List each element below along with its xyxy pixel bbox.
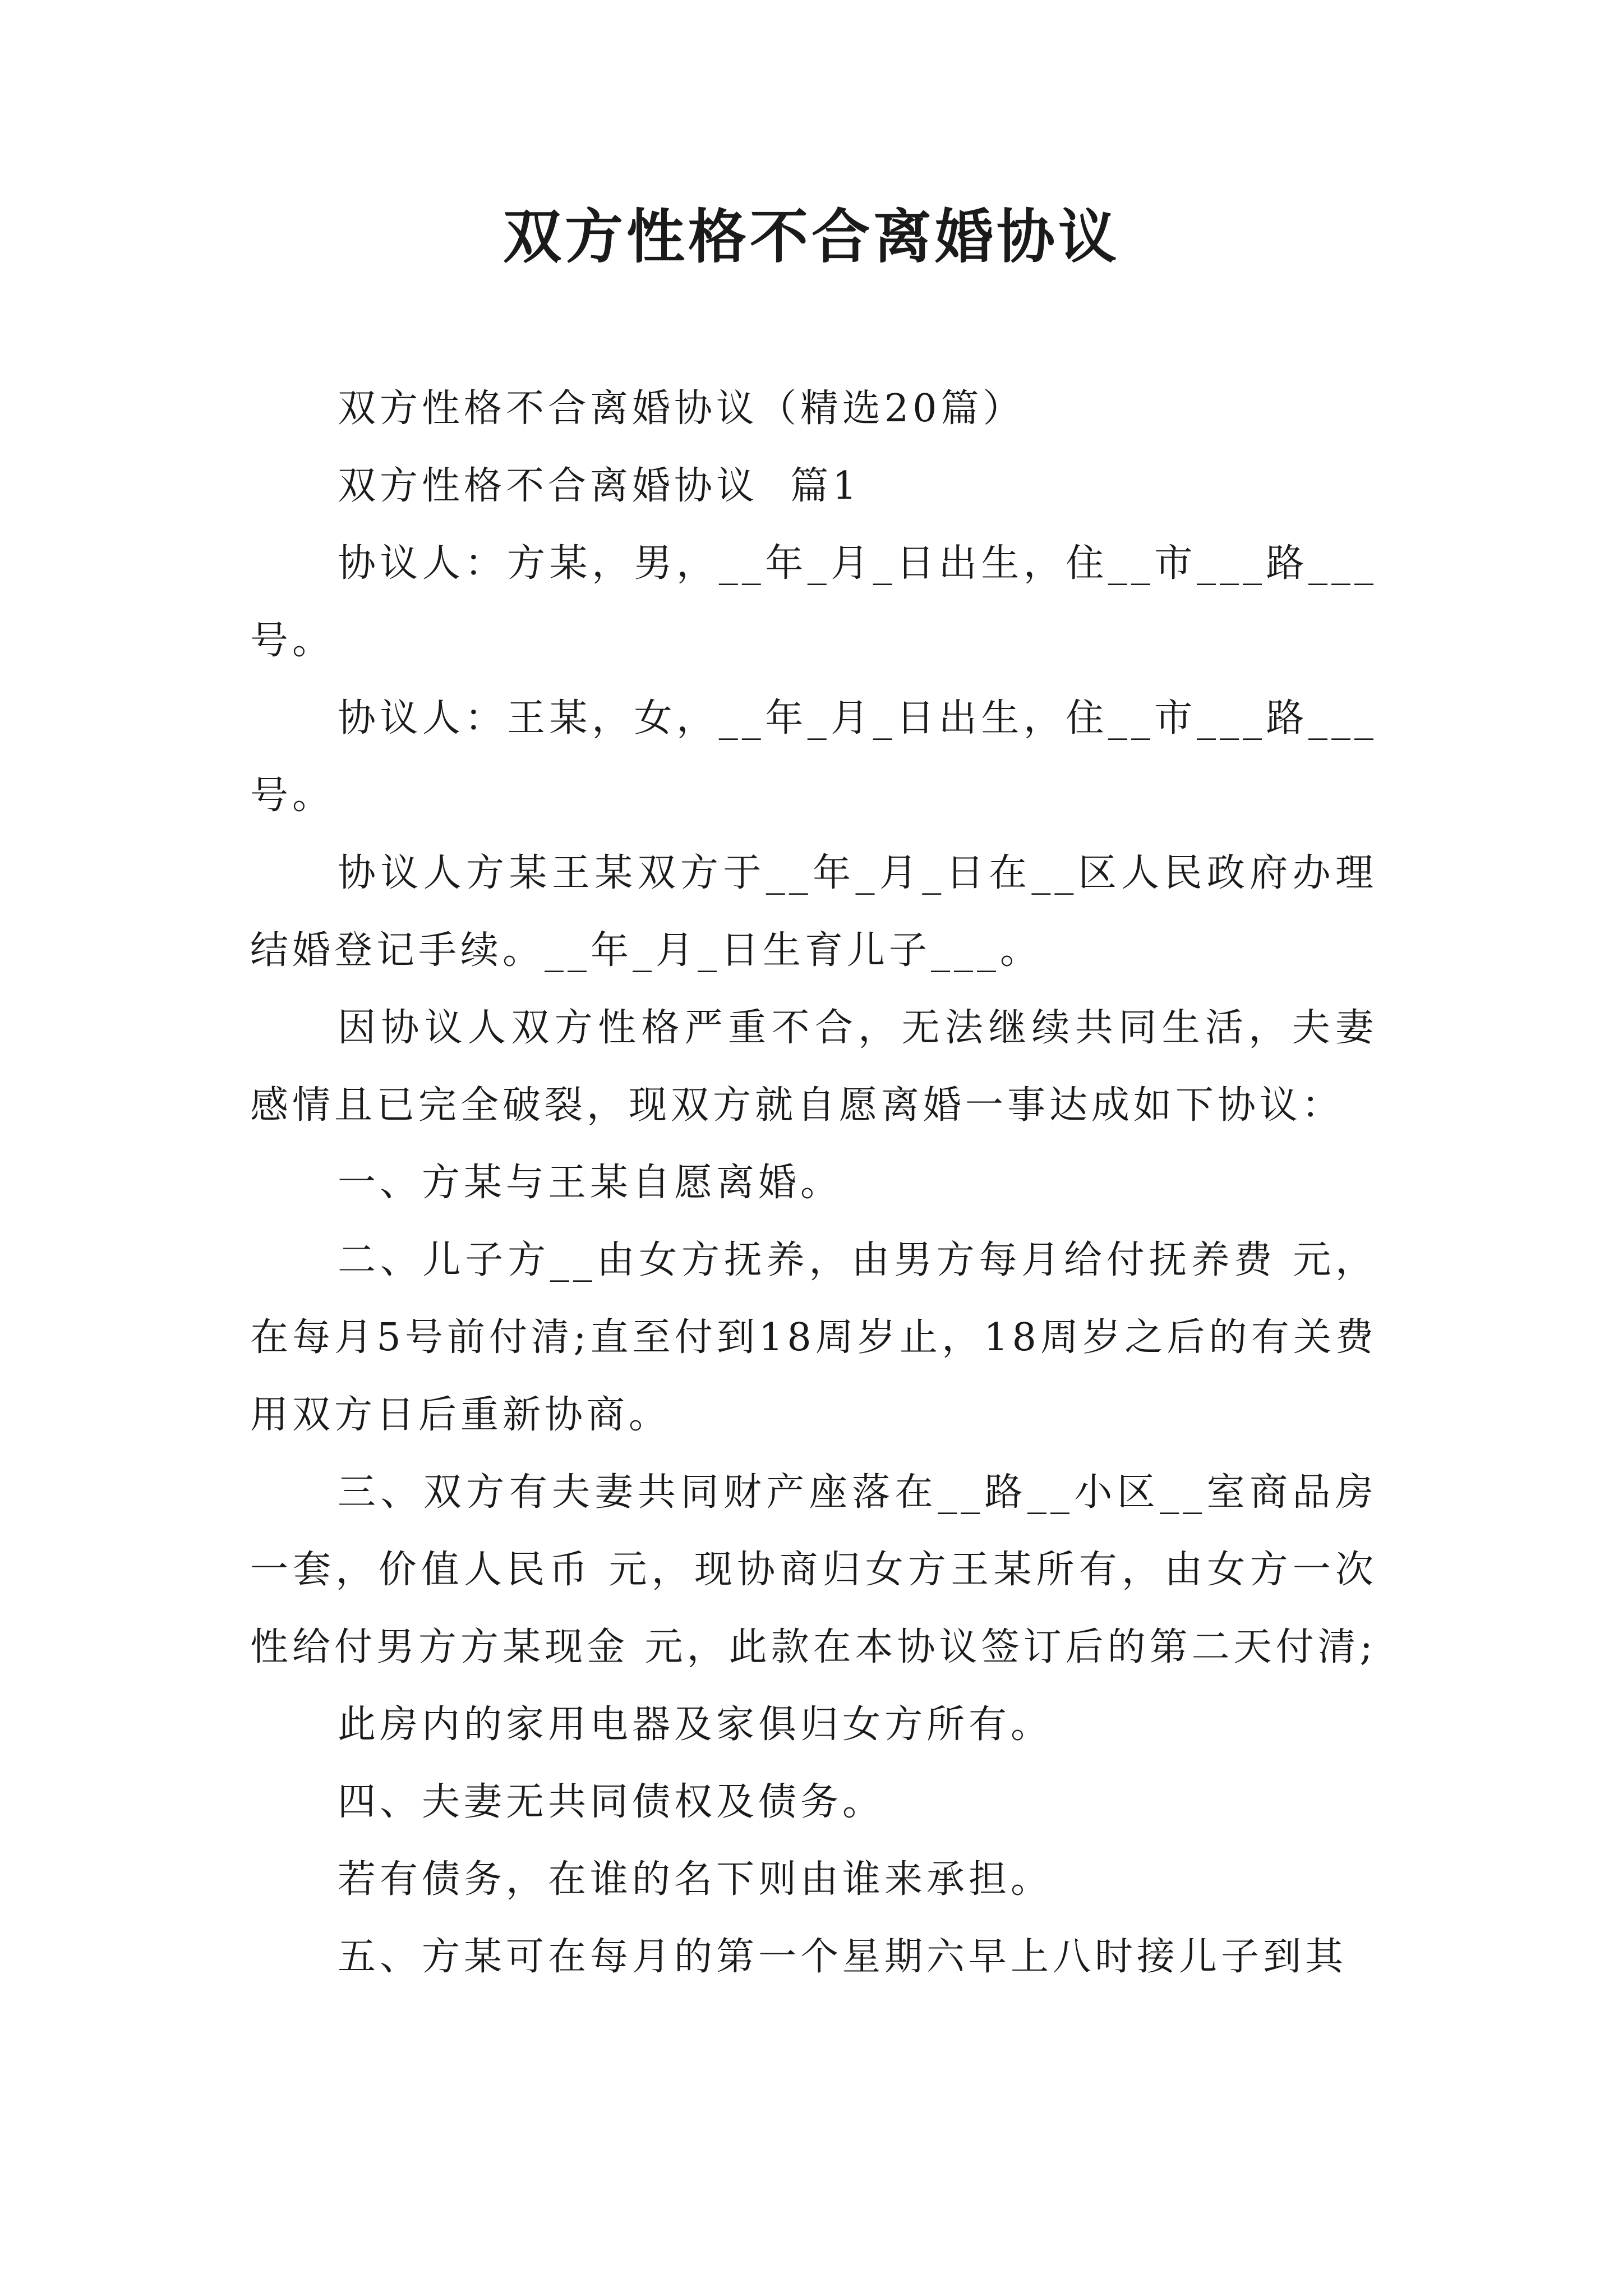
paragraph-party-one: 协议人：方某，男，__年_月_日出生，住__市___路___号。 [250, 541, 1377, 663]
paragraph-reason: 因协议人双方性格严重不合，无法继续共同生活，夫妻感情且已完全破裂，现双方就自愿离婚一事达成如下协议： [250, 1006, 1377, 1128]
paragraph-appliances: 此房内的家用电器及家俱归女方所有。 [338, 1703, 1053, 1747]
paragraph-marriage-registration: 协议人方某王某双方于__年_月_日在__区人民政府办理结婚登记手续。__年_月_日生育儿子___。 [250, 851, 1377, 973]
paragraph-clause-one: 一、方某与王某自愿离婚。 [338, 1161, 843, 1205]
paragraph-party-two: 协议人：王某，女，__年_月_日出生，住__市___路___号。 [250, 696, 1377, 818]
paragraph-clause-four: 四、夫妻无共同债权及债务。 [338, 1780, 885, 1824]
paragraph-clause-three: 三、双方有夫妻共同财产座落在__路__小区__室商品房一套，价值人民币 元，现协商归女方王某所有，由女方一次性给付男方方某现金 元，此款在本协议签订后的第二天付清; [250, 1470, 1377, 1669]
paragraph-debts: 若有债务，在谁的名下则由谁来承担。 [338, 1857, 1053, 1902]
paragraph-collection-heading: 双方性格不合离婚协议（精选20篇） [338, 386, 1025, 431]
paragraph-clause-two: 二、儿子方__由女方抚养，由男方每月给付抚养费 元，在每月5号前付清;直至付到18周岁止，18周岁之后的有关费用双方日后重新协商。 [250, 1238, 1377, 1437]
document-title: 双方性格不合离婚协议 [502, 202, 1120, 271]
paragraph-clause-five: 五、方某可在每月的第一个星期六早上八时接儿子到其 [338, 1935, 1348, 1979]
paragraph-article-heading: 双方性格不合离婚协议 篇1 [338, 464, 861, 508]
document-body [250, 370, 1377, 1996]
